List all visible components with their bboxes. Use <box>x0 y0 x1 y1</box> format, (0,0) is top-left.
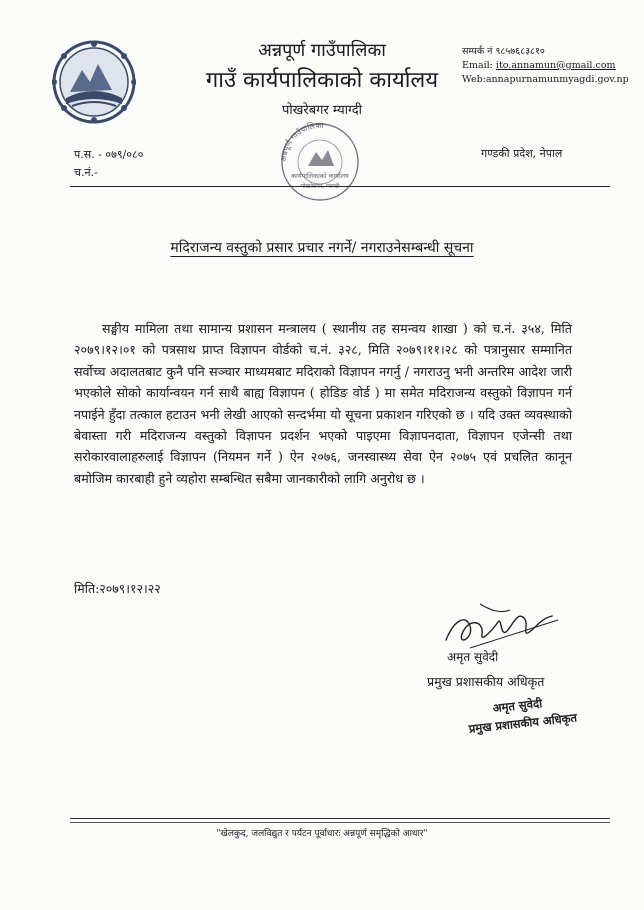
footer-slogan: "खेलकुद, जलविद्युत र पर्यटन पूर्वाधारः अन्नपूर्ण समृद्धिको आधार" <box>216 829 428 839</box>
footer-divider-secondary <box>70 822 610 823</box>
office-location: पोखरेबगर म्याग्दी <box>282 103 362 118</box>
dispatch-number: च.नं.- <box>74 166 98 179</box>
signatory-title: प्रमुख प्रशासकीय अधिकृत <box>427 674 545 689</box>
reference-block <box>74 146 143 182</box>
signatory-name: अमृत सुवेदी <box>447 650 499 664</box>
notice-body <box>74 318 572 489</box>
header-divider <box>70 186 610 187</box>
office-seal-stamp <box>272 116 368 202</box>
email-label: Email: <box>462 60 496 71</box>
signatory-stamp <box>466 690 588 742</box>
stamp-name: अमृत सुवेदी <box>492 696 543 716</box>
email-link[interactable]: ito.annamun@gmail.com <box>495 60 616 71</box>
organization-name: अन्नपूर्ण गाउँपालिका <box>258 40 386 61</box>
seal-text-bottom: पोखरेबगर, म्याग्दी <box>300 183 340 190</box>
seal-text-middle: कार्यपालिकाको कार्यालय <box>291 172 349 180</box>
stamp-title: प्रमुख प्रशासकीय अधिकृत <box>468 710 578 736</box>
email-line <box>462 59 629 73</box>
reference-number: प.स. - ०७९/०८० <box>74 148 144 161</box>
contact-block <box>462 45 629 87</box>
notice-subject <box>0 238 644 257</box>
phone-number: सम्पर्क नं ९८५७६८३८१० <box>462 46 545 57</box>
website-link[interactable]: Web:annapurnamunmyagdi.gov.np <box>462 74 629 85</box>
footer-divider <box>70 818 610 819</box>
office-name: गाउँ कार्यपालिकाको कार्यालय <box>205 68 439 93</box>
province-name: गण्डकी प्रदेश, नेपाल <box>481 147 563 160</box>
notice-body-paragraph: सङ्घीय मामिला तथा सामान्य प्रशासन मन्त्रालय ( स्थानीय तह समन्वय शाखा ) को च.नं. ३५४, मिति २०७९।१२।०१ को पत्रसाथ प्राप्त विज्ञापन वोर्डको च.नं. ३२८, मिति २०७९।११।२८ को पत्रानुसार सम्मानित सर्वोच्च अदालतबाट कुनै पनि सञ्चार माध्यमबाट मदिराको विज्ञापन नगर्नु / नगराउनु भनी अन्तरिम आदेश जारी भएकोले सोको कार्यान्वयन गर्न साथै बाह्य विज्ञापन ( होडिङ वोर्ड ) मा समेत मदिराजन्य वस्तुको विज्ञापन गर्न नपाईने हुँदा तत्काल हटाउन भनी लेखी आएको सन्दर्भमा यो सूचना प्रकाशन गरिएको छ । यदि उक्त व्यवस्थाको बेवास्ता गरी मदिराजन्य वस्तुको विज्ञापन प्रदर्शन भएको पाइएमा विज्ञापनदाता, विज्ञापन एजेन्सी तथा सरोकारवालाहरुलाई विज्ञापन (नियमन गर्ने ) ऐन २०७६, जनस्वास्थ्य सेवा ऐन २०७५ एवं प्रचलित कानून बमोजिम कारबाही हुने व्यहोरा सम्बन्धित सबैमा जानकारीको लागि अनुरोध छ । <box>74 321 572 486</box>
notice-subject-text: मदिराजन्य वस्तुको प्रसार प्रचार नगर्ने/ नगराउनेसम्बन्धी सूचना <box>170 240 474 256</box>
seal-text-top: अन्नपूर्ण गाउँपालिका <box>278 120 324 163</box>
notice-date: मिति:२०७९।१२।२२ <box>74 581 161 596</box>
